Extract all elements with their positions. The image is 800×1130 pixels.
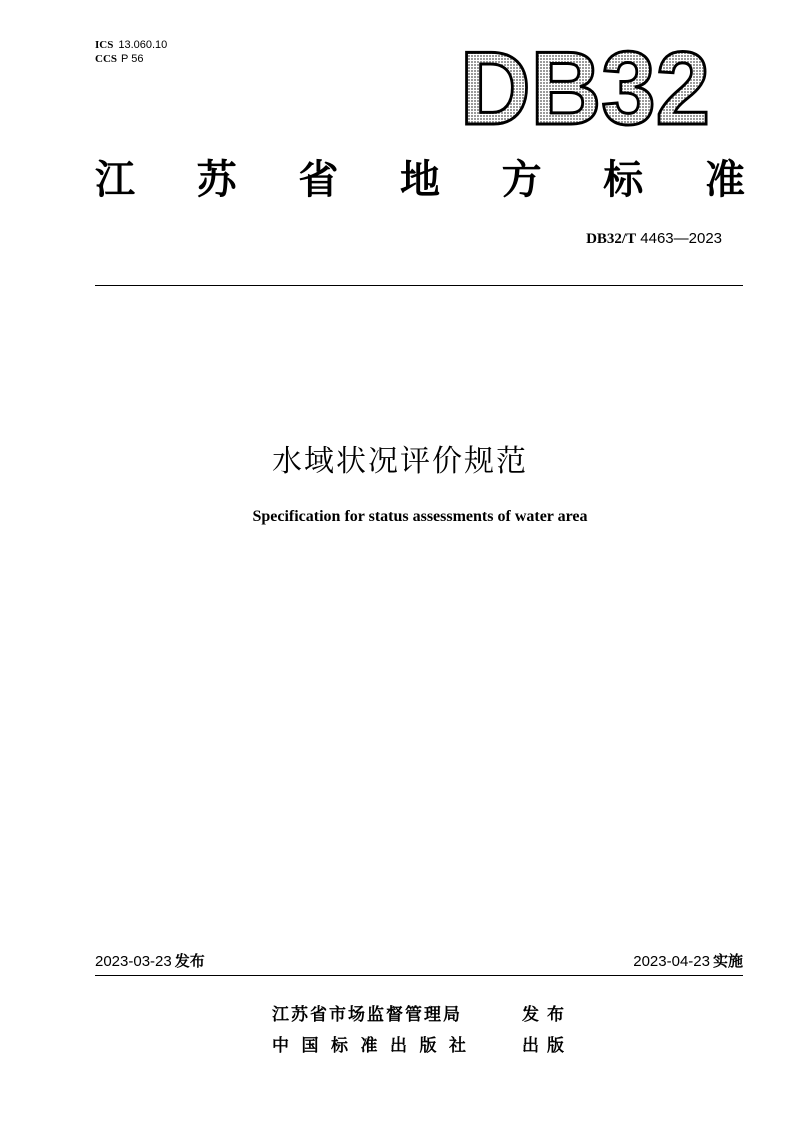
- document-title: 水域状况评价规范: [272, 444, 528, 479]
- standard-type-char: 省: [298, 157, 339, 203]
- standard-type-char: 地: [399, 157, 440, 203]
- ccs-label: CCS: [95, 53, 118, 65]
- standard-number: [586, 229, 722, 248]
- issuer-name: 江苏省市场监督管理局: [272, 1005, 462, 1025]
- standard-type-char: 江: [95, 157, 135, 203]
- implementation-date-label: 实施: [712, 952, 743, 970]
- issue-date-label: 发布: [174, 952, 205, 970]
- ccs-code: [95, 52, 167, 66]
- ics-value: 13.060.10: [118, 39, 168, 51]
- publisher-name: 中国标准出版社: [272, 1036, 479, 1056]
- logo-lettering: DB32: [460, 34, 710, 134]
- header-divider: [95, 285, 743, 286]
- standard-type-char: 标: [603, 157, 644, 203]
- standard-number-prefix: DB32/T: [586, 231, 637, 247]
- standard-type-title: [95, 150, 745, 210]
- issuer-role: 发布: [522, 1005, 572, 1025]
- implementation-date: [633, 950, 743, 971]
- classification-codes: [95, 38, 167, 66]
- standard-number-value: 4463—2023: [636, 230, 722, 247]
- ccs-value: P 56: [121, 53, 144, 65]
- issue-date: [95, 950, 205, 971]
- ics-code: [95, 38, 167, 52]
- standard-type-char: 准: [704, 157, 745, 203]
- standard-type-char: 方: [501, 157, 542, 203]
- ics-label: ICS: [95, 39, 114, 51]
- footer-divider: [95, 975, 743, 976]
- publisher-role: 出版: [522, 1036, 572, 1056]
- db32-logo: [456, 34, 716, 134]
- document-title-english: Specification for status assessments of water area: [252, 508, 588, 525]
- issue-date-value: 2023-03-23: [95, 953, 172, 970]
- implementation-date-value: 2023-04-23: [633, 953, 710, 970]
- standard-type-char: 苏: [196, 157, 237, 203]
